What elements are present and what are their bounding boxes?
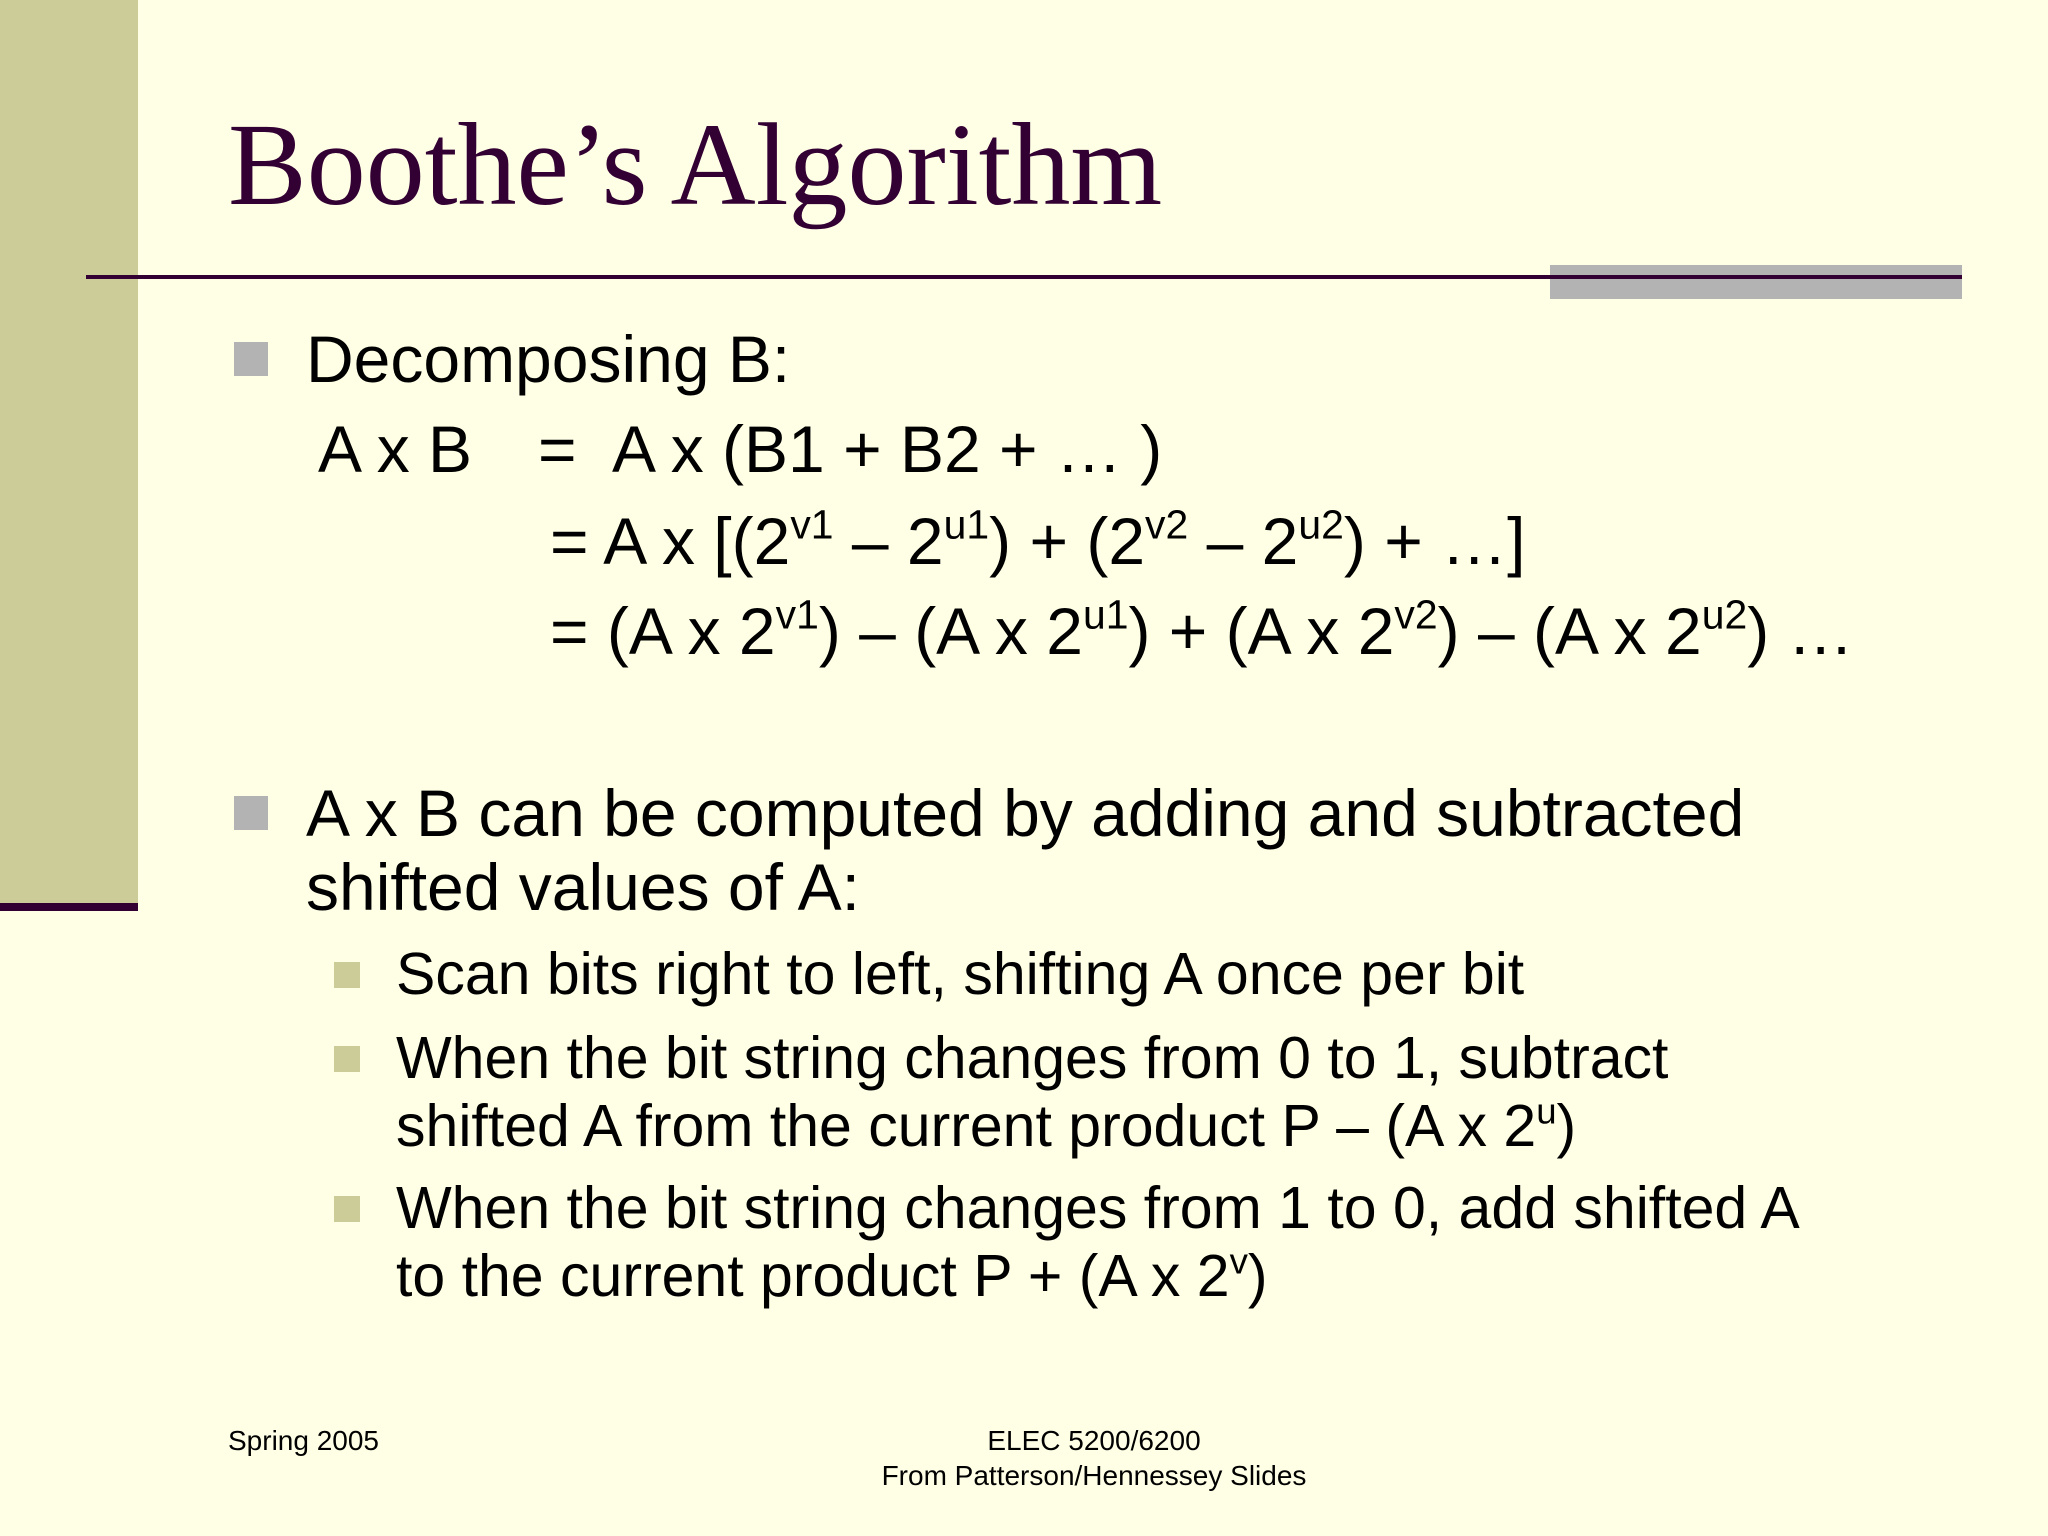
eq1-lhs: A x B bbox=[318, 412, 473, 486]
side-band bbox=[0, 0, 138, 910]
equation-line-2: = A x [$(2^{v1} - 2^{u1}) + (2^{v2} - 2^{u2})$ + …] bbox=[550, 501, 1526, 578]
side-band-line bbox=[0, 903, 138, 911]
sub-bullet-square-icon bbox=[334, 1046, 360, 1072]
bullet-square-icon bbox=[234, 342, 268, 376]
eq1-equals: = bbox=[538, 412, 577, 486]
bullet-2-line-2: shifted values of A: bbox=[306, 850, 861, 924]
sub-bullet-square-icon bbox=[334, 1196, 360, 1222]
footer-course: ELEC 5200/6200 bbox=[987, 1425, 1201, 1456]
sub-bullet-0-to-1-line-1: When the bit string changes from 0 to 1, subtract bbox=[396, 1025, 1669, 1091]
eq1-rhs: A x (B1 + B2 + … ) bbox=[612, 412, 1163, 486]
title-rule-accent-line bbox=[1550, 275, 1962, 279]
bullet-2-line-1: A x B can be computed by adding and subtracted bbox=[306, 776, 1745, 850]
footer-source: From Patterson/Hennessey Slides bbox=[881, 1460, 1307, 1491]
sub-bullet-square-icon bbox=[334, 962, 360, 988]
sub-bullet-scan-bits: Scan bits right to left, shifting A once per bit bbox=[396, 941, 1525, 1007]
sub-bullet-1-to-0-line-1: When the bit string changes from 1 to 0, add shifted A bbox=[396, 1175, 1800, 1241]
sub-bullet-0-to-1-line-2: shifted A from the current product P – (A x 2$^u$) bbox=[396, 1090, 1577, 1159]
footer-date: Spring 2005 bbox=[228, 1425, 380, 1456]
sub-bullet-1-to-0-line-2: to the current product P + (A x 2$^v$) bbox=[396, 1240, 1268, 1309]
bullet-square-icon bbox=[234, 796, 268, 830]
slide-title: Boothe’s Algorithm bbox=[228, 99, 1163, 230]
title-rule-accent bbox=[1550, 265, 1962, 299]
equation-line-3: = (A x $2^{v1}) - (A$ x $2^{u1}) + (A$ x $2^{v2}) - (A$ x $2^{u2}$) … bbox=[550, 591, 1854, 668]
bullet-decomposing-b: Decomposing B: bbox=[306, 322, 791, 396]
